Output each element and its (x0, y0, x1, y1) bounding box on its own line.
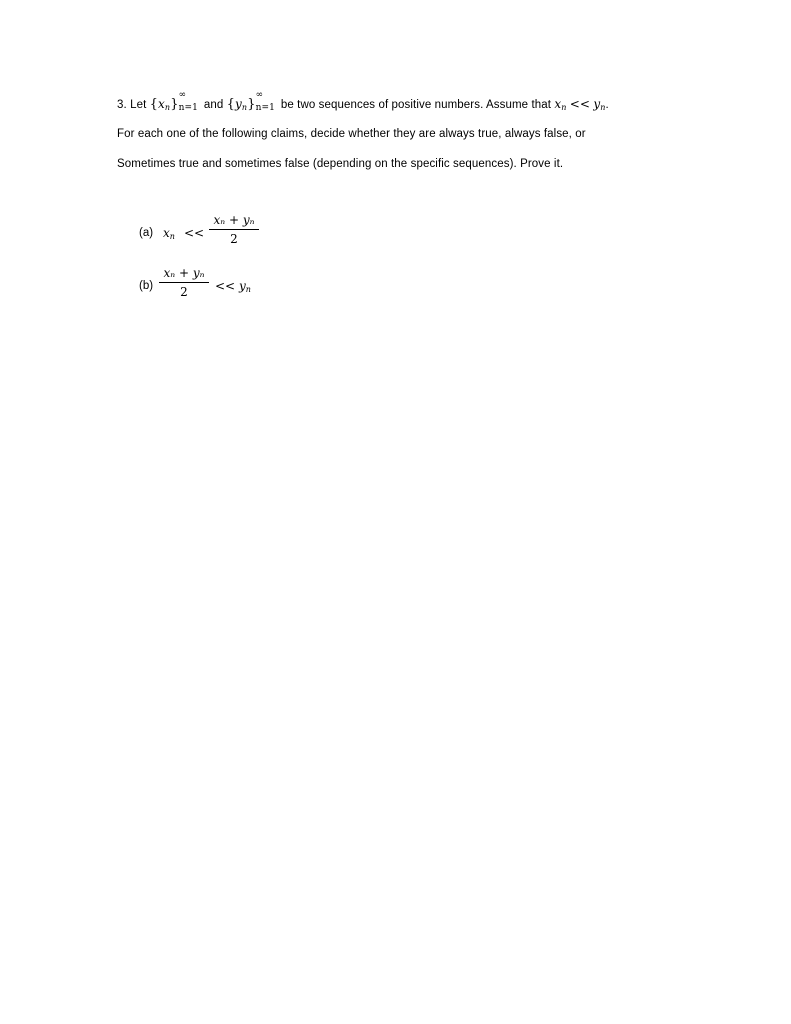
sequence-y-notation: {yn} ∞ n=1 (226, 90, 275, 113)
part-b-rhs: yn (239, 279, 251, 294)
problem-statement-line-2: For each one of the following claims, decide whether they are always true, always false, or (117, 128, 586, 140)
part-b-fraction (159, 266, 209, 299)
sequence-x-notation: {xn} ∞ n=1 (149, 90, 198, 113)
and-word: and (203, 99, 224, 112)
part-b-relation: << (215, 279, 236, 293)
part-a-numerator: xₙ + yₙ (213, 213, 255, 227)
part-b-label: (b) (139, 280, 154, 292)
problem-number: 3. Let (117, 99, 147, 112)
part-b-numerator: xₙ + yₙ (163, 266, 205, 280)
problem-statement-line-3: Sometimes true and sometimes false (depending on the specific sequences). Prove it. (117, 158, 564, 170)
part-a-relation: << (184, 226, 205, 240)
part-a-fraction (209, 213, 259, 246)
assumption-math: xn << yn. (554, 97, 609, 113)
problem-statement-line-1 (117, 90, 609, 115)
part-b-denominator: 2 (180, 285, 188, 299)
part-a-lhs: xn (163, 226, 175, 241)
part-a-label: (a) (139, 227, 154, 239)
statement-text: be two sequences of positive numbers. Assume that (280, 99, 552, 112)
part-a-denominator: 2 (230, 232, 238, 246)
fraction-bar (159, 282, 209, 283)
fraction-bar (209, 229, 259, 230)
